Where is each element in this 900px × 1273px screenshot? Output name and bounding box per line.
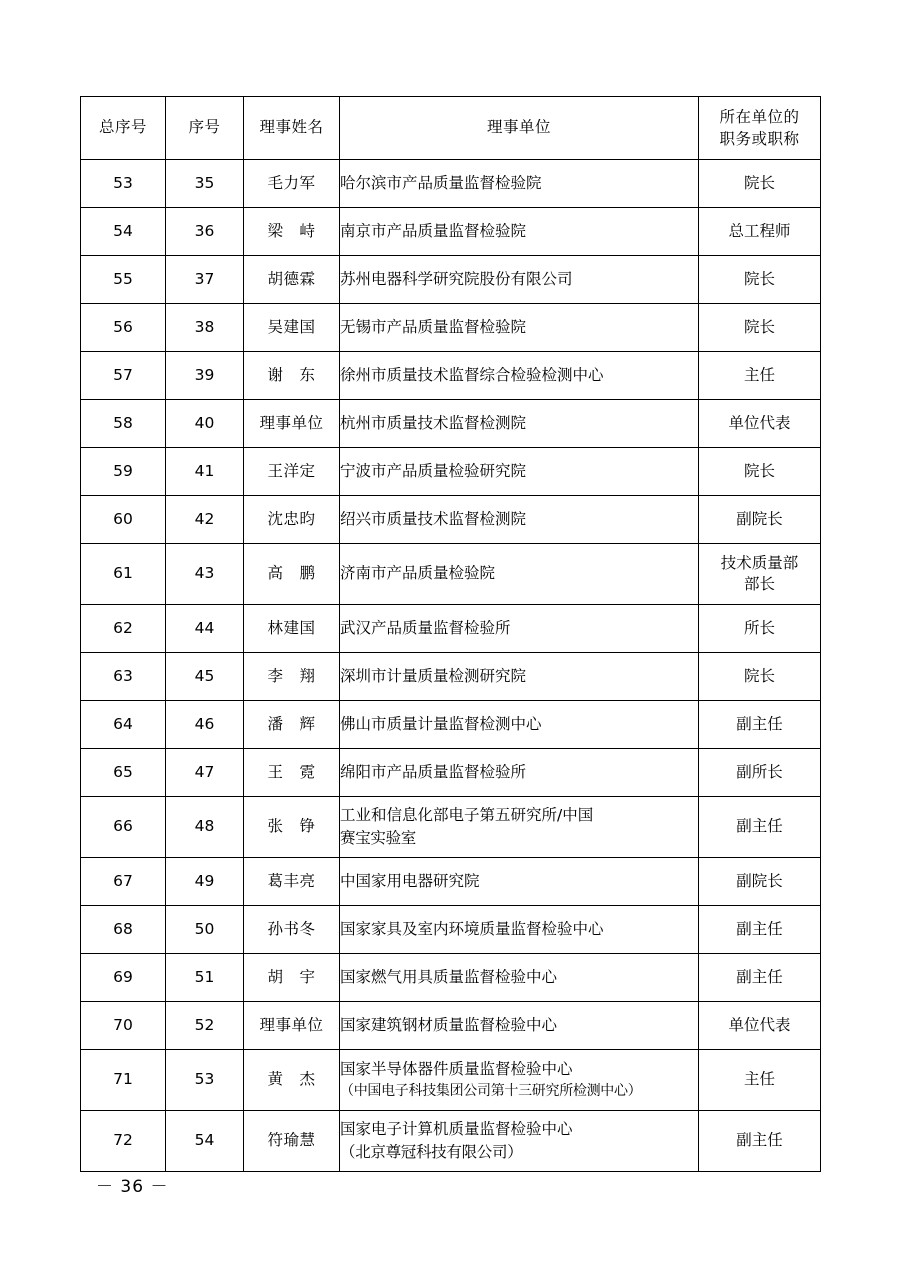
cell-director-unit-line2: （中国电子科技集团公司第十三研究所检测中心） bbox=[340, 1083, 642, 1100]
table-row bbox=[81, 605, 821, 653]
table-row bbox=[81, 701, 821, 749]
cell-total-number: 55 bbox=[81, 256, 166, 304]
cell-total-number: 67 bbox=[81, 858, 166, 906]
cell-position-title: 总工程师 bbox=[699, 208, 821, 256]
table-head bbox=[81, 97, 821, 160]
cell-total-number: 54 bbox=[81, 208, 166, 256]
table-row bbox=[81, 544, 821, 605]
cell-sequence-number: 44 bbox=[166, 605, 244, 653]
cell-director-name: 潘 辉 bbox=[244, 701, 340, 749]
cell-position-title: 副所长 bbox=[699, 749, 821, 797]
cell-director-name: 张 铮 bbox=[244, 797, 340, 858]
column-header-position-title-line2: 职务或职称 bbox=[719, 130, 800, 148]
cell-director-unit bbox=[340, 1111, 699, 1172]
cell-director-unit: 绵阳市产品质量监督检验所 bbox=[340, 749, 699, 797]
cell-sequence-number: 49 bbox=[166, 858, 244, 906]
cell-total-number: 62 bbox=[81, 605, 166, 653]
cell-position-title: 单位代表 bbox=[699, 1002, 821, 1050]
cell-position-title bbox=[699, 544, 821, 605]
cell-director-unit-line1: 国家半导体器件质量监督检验中心 bbox=[340, 1059, 573, 1078]
directors-roster-table bbox=[80, 96, 821, 1172]
cell-director-unit: 无锡市产品质量监督检验院 bbox=[340, 304, 699, 352]
cell-director-unit bbox=[340, 797, 699, 858]
cell-position-title-line1: 技术质量部 bbox=[720, 554, 799, 573]
table-row bbox=[81, 352, 821, 400]
cell-director-unit-line2: 赛宝实验室 bbox=[340, 829, 417, 847]
cell-position-title: 院长 bbox=[699, 653, 821, 701]
cell-position-title: 单位代表 bbox=[699, 400, 821, 448]
table-body bbox=[81, 160, 821, 1172]
cell-director-name: 胡德霖 bbox=[244, 256, 340, 304]
page-number: － 36 － bbox=[96, 1177, 169, 1197]
cell-sequence-number: 54 bbox=[166, 1111, 244, 1172]
cell-position-title-line2: 部长 bbox=[743, 575, 775, 593]
cell-director-unit: 苏州电器科学研究院股份有限公司 bbox=[340, 256, 699, 304]
cell-director-name: 葛丰亮 bbox=[244, 858, 340, 906]
cell-total-number: 59 bbox=[81, 448, 166, 496]
cell-total-number: 61 bbox=[81, 544, 166, 605]
cell-sequence-number: 46 bbox=[166, 701, 244, 749]
cell-director-unit: 杭州市质量技术监督检测院 bbox=[340, 400, 699, 448]
cell-position-title: 副主任 bbox=[699, 954, 821, 1002]
table-row bbox=[81, 256, 821, 304]
cell-sequence-number: 45 bbox=[166, 653, 244, 701]
cell-director-name: 高 鹏 bbox=[244, 544, 340, 605]
cell-director-name: 梁 峙 bbox=[244, 208, 340, 256]
cell-total-number: 60 bbox=[81, 496, 166, 544]
column-header-position-title-line1: 所在单位的 bbox=[719, 107, 800, 126]
cell-director-unit: 中国家用电器研究院 bbox=[340, 858, 699, 906]
column-header-total-number: 总序号 bbox=[81, 97, 166, 160]
cell-director-unit: 国家燃气用具质量监督检验中心 bbox=[340, 954, 699, 1002]
cell-sequence-number: 39 bbox=[166, 352, 244, 400]
cell-position-title: 所长 bbox=[699, 605, 821, 653]
cell-total-number: 70 bbox=[81, 1002, 166, 1050]
cell-position-title: 院长 bbox=[699, 160, 821, 208]
cell-director-name: 王 霓 bbox=[244, 749, 340, 797]
cell-director-name: 胡 宇 bbox=[244, 954, 340, 1002]
table-row bbox=[81, 749, 821, 797]
cell-director-name: 黄 杰 bbox=[244, 1050, 340, 1111]
table-row bbox=[81, 496, 821, 544]
cell-sequence-number: 37 bbox=[166, 256, 244, 304]
table-row bbox=[81, 304, 821, 352]
cell-director-unit: 徐州市质量技术监督综合检验检测中心 bbox=[340, 352, 699, 400]
cell-sequence-number: 53 bbox=[166, 1050, 244, 1111]
table-row bbox=[81, 906, 821, 954]
cell-director-unit: 国家建筑钢材质量监督检验中心 bbox=[340, 1002, 699, 1050]
cell-total-number: 56 bbox=[81, 304, 166, 352]
cell-sequence-number: 41 bbox=[166, 448, 244, 496]
cell-position-title: 副院长 bbox=[699, 858, 821, 906]
table-row bbox=[81, 448, 821, 496]
cell-director-unit: 佛山市质量计量监督检测中心 bbox=[340, 701, 699, 749]
cell-sequence-number: 50 bbox=[166, 906, 244, 954]
cell-position-title: 主任 bbox=[699, 1050, 821, 1111]
cell-position-title: 副院长 bbox=[699, 496, 821, 544]
cell-total-number: 58 bbox=[81, 400, 166, 448]
cell-director-name: 谢 东 bbox=[244, 352, 340, 400]
column-header-sequence-number: 序号 bbox=[166, 97, 244, 160]
table-row bbox=[81, 1050, 821, 1111]
cell-position-title: 副主任 bbox=[699, 797, 821, 858]
table-row bbox=[81, 858, 821, 906]
cell-sequence-number: 35 bbox=[166, 160, 244, 208]
column-header-director-unit: 理事单位 bbox=[340, 97, 699, 160]
cell-position-title: 院长 bbox=[699, 448, 821, 496]
cell-sequence-number: 43 bbox=[166, 544, 244, 605]
table-header-row bbox=[81, 97, 821, 160]
cell-director-unit-line2: （北京尊冠科技有限公司） bbox=[340, 1143, 523, 1161]
cell-director-name: 王洋定 bbox=[244, 448, 340, 496]
cell-director-unit bbox=[340, 1050, 699, 1111]
cell-director-name: 理事单位 bbox=[244, 400, 340, 448]
table-row bbox=[81, 160, 821, 208]
cell-director-unit: 武汉产品质量监督检验所 bbox=[340, 605, 699, 653]
cell-sequence-number: 48 bbox=[166, 797, 244, 858]
cell-total-number: 53 bbox=[81, 160, 166, 208]
cell-director-unit: 深圳市计量质量检测研究院 bbox=[340, 653, 699, 701]
cell-sequence-number: 42 bbox=[166, 496, 244, 544]
cell-director-unit-line1: 国家电子计算机质量监督检验中心 bbox=[340, 1119, 573, 1138]
cell-director-name: 孙书冬 bbox=[244, 906, 340, 954]
cell-director-name: 吴建国 bbox=[244, 304, 340, 352]
cell-position-title: 副主任 bbox=[699, 1111, 821, 1172]
table-row bbox=[81, 1002, 821, 1050]
cell-total-number: 63 bbox=[81, 653, 166, 701]
table-row bbox=[81, 797, 821, 858]
cell-position-title: 院长 bbox=[699, 256, 821, 304]
table-row bbox=[81, 954, 821, 1002]
cell-director-name: 毛力军 bbox=[244, 160, 340, 208]
cell-position-title: 副主任 bbox=[699, 701, 821, 749]
cell-director-name: 理事单位 bbox=[244, 1002, 340, 1050]
cell-sequence-number: 47 bbox=[166, 749, 244, 797]
cell-director-unit: 绍兴市质量技术监督检测院 bbox=[340, 496, 699, 544]
table-row bbox=[81, 1111, 821, 1172]
column-header-position-title bbox=[699, 97, 821, 160]
cell-position-title: 副主任 bbox=[699, 906, 821, 954]
cell-sequence-number: 52 bbox=[166, 1002, 244, 1050]
cell-director-unit: 国家家具及室内环境质量监督检验中心 bbox=[340, 906, 699, 954]
cell-director-name: 林建国 bbox=[244, 605, 340, 653]
table-row bbox=[81, 653, 821, 701]
cell-total-number: 64 bbox=[81, 701, 166, 749]
cell-director-unit-line1: 工业和信息化部电子第五研究所/中国 bbox=[340, 805, 594, 824]
cell-position-title: 主任 bbox=[699, 352, 821, 400]
cell-total-number: 65 bbox=[81, 749, 166, 797]
cell-total-number: 57 bbox=[81, 352, 166, 400]
cell-director-name: 沈忠昀 bbox=[244, 496, 340, 544]
cell-director-name: 符瑜慧 bbox=[244, 1111, 340, 1172]
cell-director-unit: 哈尔滨市产品质量监督检验院 bbox=[340, 160, 699, 208]
cell-total-number: 69 bbox=[81, 954, 166, 1002]
cell-sequence-number: 51 bbox=[166, 954, 244, 1002]
cell-total-number: 71 bbox=[81, 1050, 166, 1111]
table-row bbox=[81, 400, 821, 448]
table-row bbox=[81, 208, 821, 256]
cell-total-number: 72 bbox=[81, 1111, 166, 1172]
cell-director-unit: 宁波市产品质量检验研究院 bbox=[340, 448, 699, 496]
cell-director-name: 李 翔 bbox=[244, 653, 340, 701]
cell-sequence-number: 36 bbox=[166, 208, 244, 256]
cell-sequence-number: 40 bbox=[166, 400, 244, 448]
cell-director-unit: 南京市产品质量监督检验院 bbox=[340, 208, 699, 256]
cell-position-title: 院长 bbox=[699, 304, 821, 352]
column-header-director-name: 理事姓名 bbox=[244, 97, 340, 160]
cell-total-number: 68 bbox=[81, 906, 166, 954]
cell-total-number: 66 bbox=[81, 797, 166, 858]
cell-sequence-number: 38 bbox=[166, 304, 244, 352]
cell-director-unit: 济南市产品质量检验院 bbox=[340, 544, 699, 605]
